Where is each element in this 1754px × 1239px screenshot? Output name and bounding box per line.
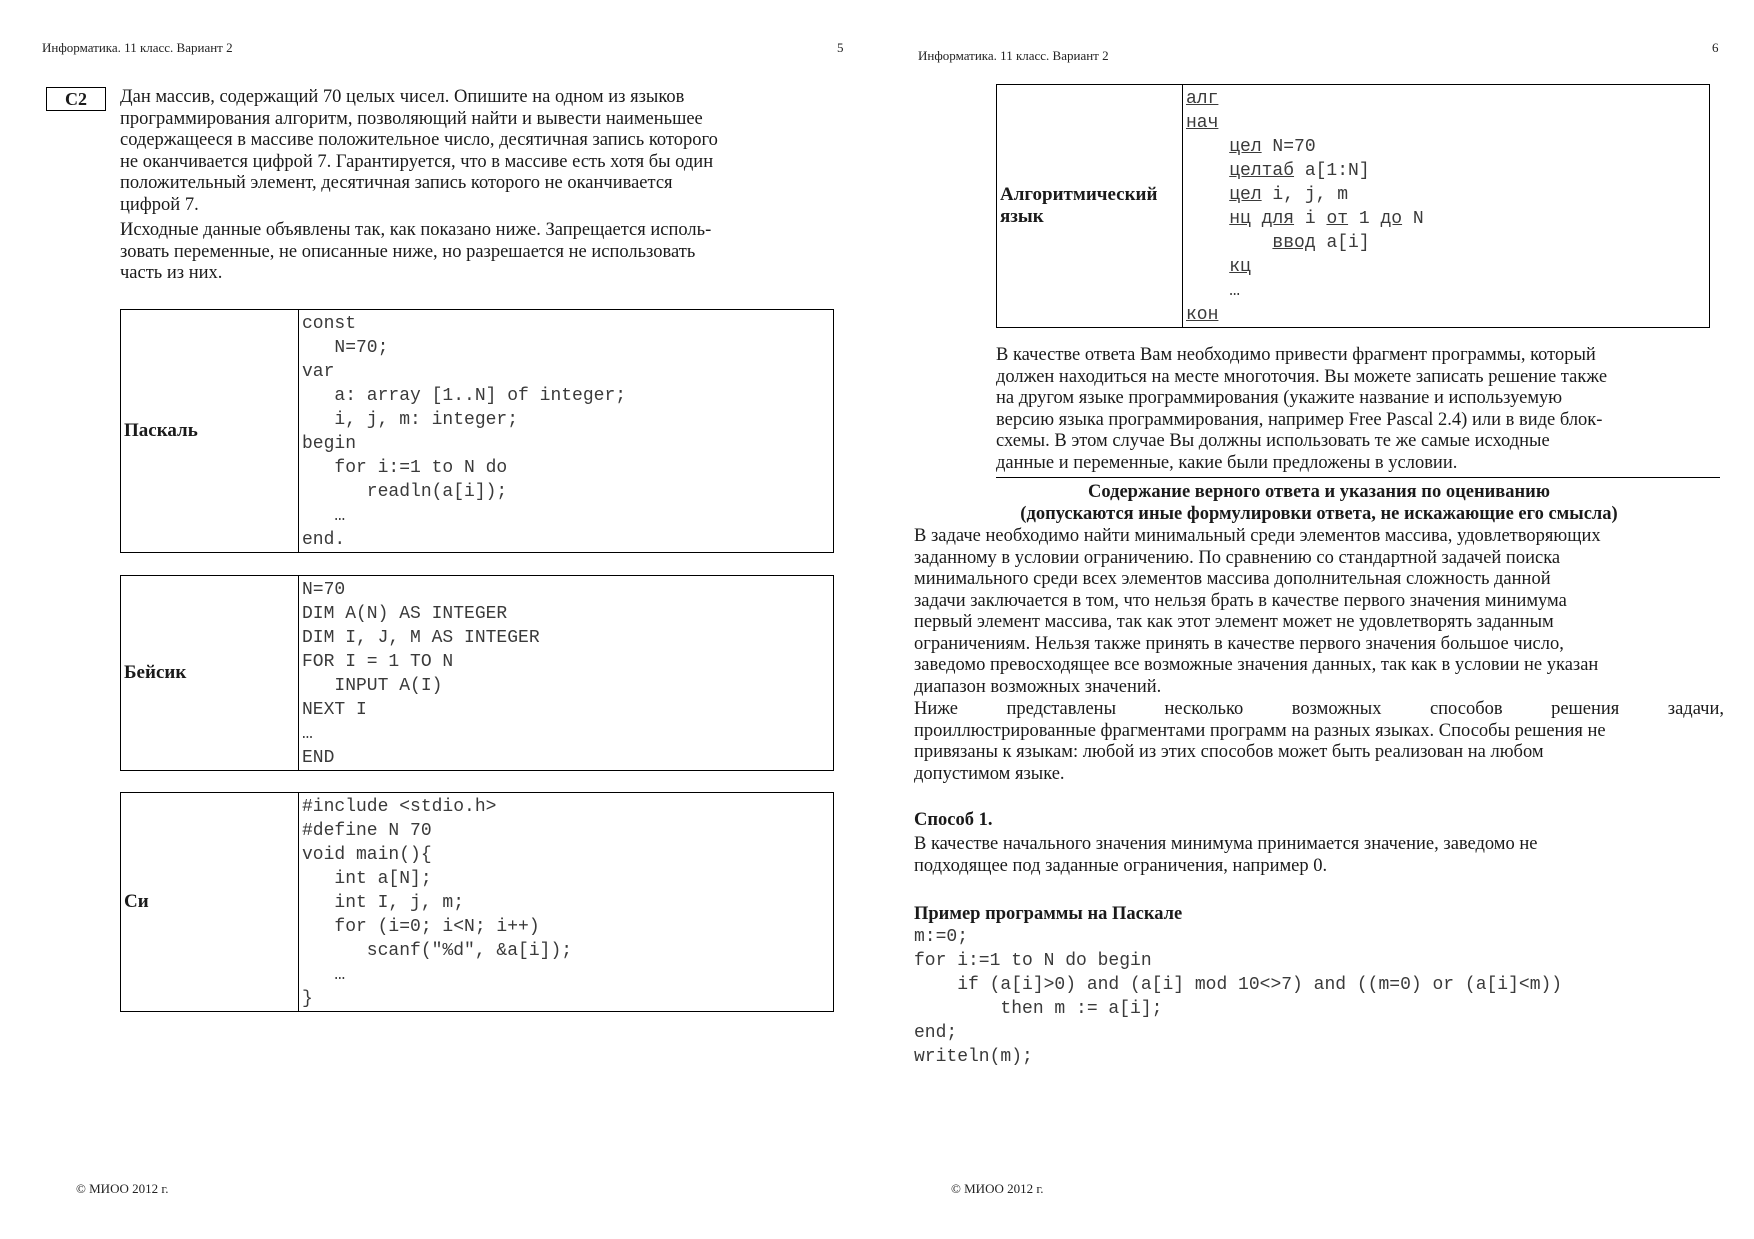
criteria-title: Содержание верного ответа и указания по оцениванию: [1088, 482, 1550, 502]
basic-lang-label: Бейсик: [121, 576, 299, 771]
algo-lang-line: язык: [1000, 206, 1044, 227]
explain-line: первый элемент массива, так как этот элемент может не удовлетворять заданным: [914, 612, 1554, 632]
c-table: [120, 792, 834, 1012]
task-line: содержащееся в массиве положительное число, десятичная запись которого: [120, 130, 718, 150]
note-line: часть из них.: [120, 263, 223, 283]
left-page-footer: © МИОО 2012 г.: [76, 1181, 169, 1196]
method1-line: В качестве начального значения минимума принимается значение, заведомо не: [914, 834, 1538, 854]
answer-instructions: [996, 345, 1718, 474]
explain-line: задачи заключается в том, что нельзя брать в качестве первого значения минимума: [914, 590, 1567, 611]
basic-code: N=70 DIM A(N) AS INTEGER DIM I, J, M AS INTEGER FOR I = 1 TO N INPUT A(I) NEXT I … END: [302, 580, 540, 768]
answer-line: должен находиться на месте многоточия. Вы можете записать решение также: [996, 366, 1608, 387]
pascal-table: [120, 309, 834, 553]
c-lang-label: Си: [121, 793, 299, 1012]
section-divider: [996, 477, 1720, 478]
left-page-header: Информатика. 11 класс. Вариант 2: [42, 40, 233, 55]
answer-line: В качестве ответа Вам необходимо привести фрагмент программы, который: [996, 345, 1596, 365]
answer-line: версию языка программирования, например Free Pascal 2.4) или в виде блок-: [996, 409, 1603, 430]
explain-line: В задаче необходимо найти минимальный среди элементов массива, удовлетворяющих: [914, 526, 1601, 546]
note-line: зовать переменные, не описанные ниже, но разрешается не использовать: [120, 241, 696, 262]
method1-title: Способ 1.: [914, 810, 993, 830]
algo-lang-label: [997, 85, 1183, 328]
pascal-code: const N=70; var a: array [1..N] of integer; i, j, m: integer; begin for i:=1 to N do readln(a[i]); … end.: [302, 314, 627, 550]
methods-line: проиллюстрированные фрагментами программ на разных языках. Способы решения не: [914, 720, 1606, 741]
task-line: программирования алгоритм, позволяющий найти и вывести наименьшее: [120, 108, 703, 129]
task-note: [120, 220, 842, 285]
algo-table: [996, 84, 1710, 328]
explanation: [914, 526, 1724, 698]
task-line: не оканчивается цифрой 7. Гарантируется, что в массиве есть хотя бы один: [120, 151, 714, 172]
answer-line: данные и переменные, какие были предложены в условии.: [996, 452, 1458, 473]
pascal-lang-label: Паскаль: [121, 310, 299, 553]
explain-line: заведомо превосходящее все возможные значения данных, так как в условии не указан: [914, 655, 1599, 675]
criteria-subtitle: (допускаются иные формулировки ответа, не искажающие его смысла): [1020, 504, 1618, 524]
basic-table: [120, 575, 834, 771]
algo-code: алг нач цел N=70 целтаб a[1:N] цел i, j, m нц для i от 1 до N ввод a[i] кц … кон: [1186, 89, 1424, 325]
methods-intro: [914, 699, 1724, 785]
note-line: Исходные данные объявлены так, как показано ниже. Запрещается исполь-: [120, 220, 712, 240]
task-line: цифрой 7.: [120, 194, 199, 215]
right-page-footer: © МИОО 2012 г.: [951, 1181, 1044, 1196]
algo-code-cell: [1183, 85, 1710, 328]
task-line: положительный элемент, десятичная запись которого не оканчивается: [120, 173, 673, 193]
task-line: Дан массив, содержащий 70 целых чисел. Опишите на одном из языков: [120, 87, 685, 107]
basic-code-cell: [299, 576, 834, 771]
task-statement: [120, 87, 842, 216]
example-title: Пример программы на Паскале: [914, 904, 1183, 924]
explain-line: минимального среди всех элементов массива дополнительная сложность данной: [914, 569, 1551, 589]
example-code: m:=0; for i:=1 to N do begin if (a[i]>0) and (a[i] mod 10<>7) and ((m=0) or (a[i]<m)) then m := a[i]; end; writeln(m);: [914, 927, 1563, 1067]
left-page-number: 5: [837, 40, 844, 55]
c-code: #include <stdio.h> #define N 70 void main(){ int a[N]; int I, j, m; for (i=0; i<N; i++) scanf("%d", &a[i]); … }: [302, 797, 573, 1009]
methods-line: привязаны к языкам: любой из этих способов может быть реализован на любом: [914, 742, 1544, 762]
algo-lang-line: Алгоритмический: [1000, 184, 1158, 205]
explain-line: диапазон возможных значений.: [914, 676, 1162, 697]
explain-line: заданному в условии ограничению. По сравнению со стандартной задачей поиска: [914, 547, 1561, 568]
method1-text: [914, 834, 1724, 877]
right-page-number: 6: [1712, 40, 1719, 55]
explain-line: ограничениям. Нельзя также принять в качестве первого значения большое число,: [914, 633, 1564, 654]
right-page-header: Информатика. 11 класс. Вариант 2: [918, 48, 1109, 63]
answer-line: схемы. В этом случае Вы должны использовать те же самые исходные: [996, 431, 1550, 451]
methods-line: Ниже представлены несколько возможных способов решения задачи,: [914, 699, 1724, 719]
methods-line: допустимом языке.: [914, 763, 1065, 784]
task-label: C2: [46, 87, 106, 111]
method1-line: подходящее под заданные ограничения, например 0.: [914, 855, 1328, 876]
answer-line: на другом языке программирования (укажите название и используемую: [996, 388, 1563, 408]
pascal-code-cell: [299, 310, 834, 553]
c-code-cell: [299, 793, 834, 1012]
